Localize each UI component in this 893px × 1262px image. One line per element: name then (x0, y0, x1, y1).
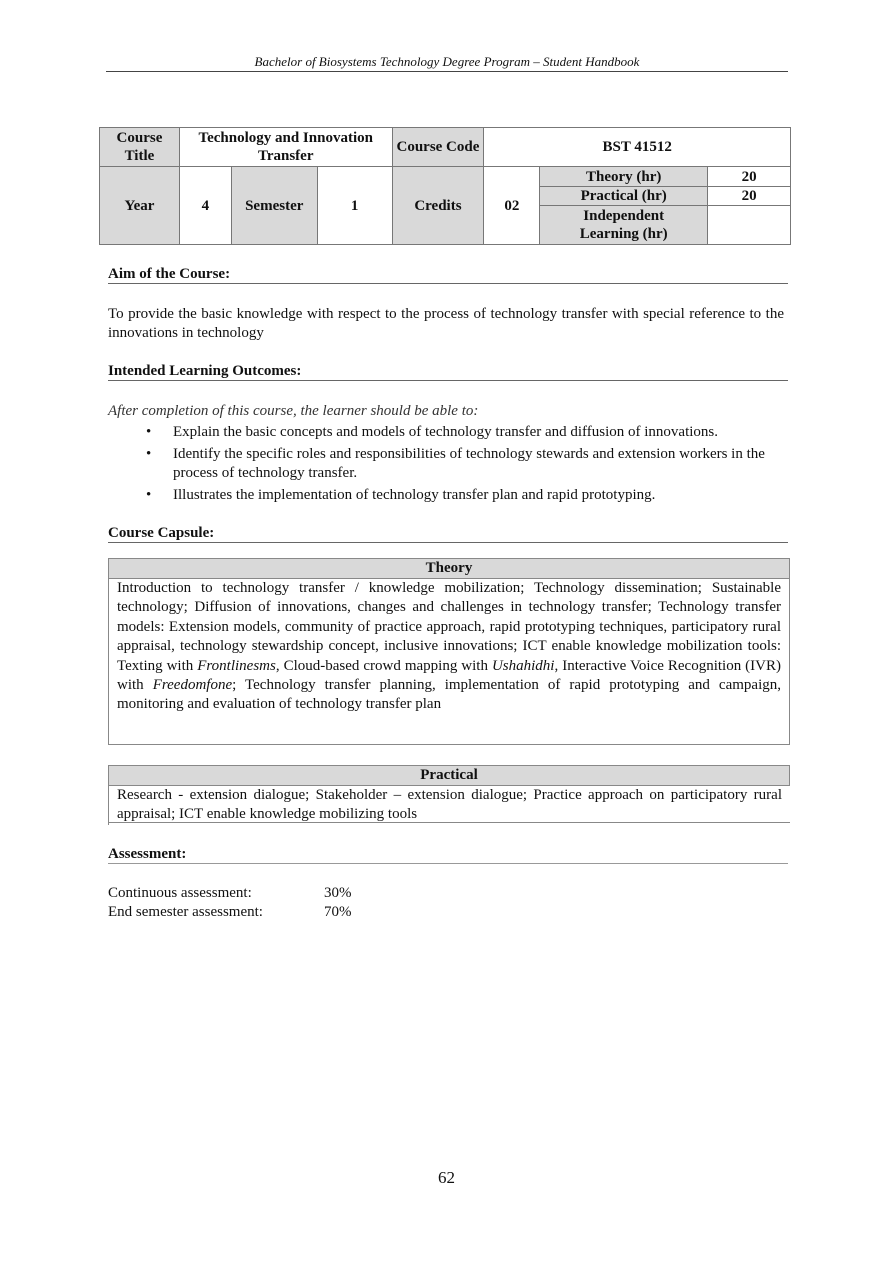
assessment-label: End semester assessment: (108, 904, 263, 920)
bullet-icon: • (146, 424, 152, 440)
theory-text-italic: Freedomfone (152, 677, 233, 694)
assessment-row (108, 884, 352, 903)
course-info-table (99, 127, 791, 245)
bullet-icon: • (146, 487, 152, 503)
bullet-icon: • (146, 446, 152, 462)
course-title-value: Technology and Innovation Transfer (179, 128, 392, 167)
assessment-value: 70% (324, 904, 352, 920)
outcome-item (146, 423, 788, 442)
outcomes-heading: Intended Learning Outcomes: (108, 362, 788, 381)
credits-value: 02 (484, 167, 540, 245)
theory-text-segment: Introduction to technology transfer / knowledge mobilization; Technology dissemination; Sustainable technology; Diffusion of innovations, changes and challenges in technology transfer; Technology transfer models: Extension models, community of practice approach, rapid prototyping techniques, participatory rural appraisal, technology stewardship concept, inclusive innovations; ICT enable knowledge mobilization tools: Texting with (117, 580, 781, 674)
aim-heading: Aim of the Course: (108, 265, 788, 284)
outcome-text: Illustrates the implementation of technology transfer plan and rapid prototyping. (173, 487, 656, 503)
semester-label: Semester (231, 167, 317, 245)
semester-value: 1 (317, 167, 392, 245)
theory-hours-value: 20 (708, 167, 791, 187)
year-value: 4 (179, 167, 231, 245)
practical-box (108, 765, 790, 823)
course-code-label: Course Code (392, 128, 484, 167)
theory-text-segment: ; Technology transfer planning, implementation of rapid prototyping and campaign, monitoring and evaluation of technology transfer plan (117, 677, 781, 713)
practical-hours-value: 20 (708, 187, 791, 206)
course-code-value: BST 41512 (484, 128, 791, 167)
credits-label: Credits (392, 167, 484, 245)
assessment-row (108, 903, 352, 922)
assessment-value: 30% (324, 885, 352, 901)
independent-hours-value (708, 206, 791, 245)
theory-text-segment: , Cloud-based crowd mapping with (275, 657, 492, 674)
aim-text: To provide the basic knowledge with respect to the process of technology transfer with special reference to the innovations in technology (108, 306, 784, 341)
theory-box (108, 558, 790, 745)
outcomes-intro: After completion of this course, the learner should be able to: (108, 403, 479, 419)
independent-hours-label: Independent Learning (hr) (540, 206, 708, 245)
theory-text (109, 579, 789, 715)
outcome-text: Explain the basic concepts and models of technology transfer and diffusion of innovations. (173, 424, 719, 440)
theory-text-italic: Ushahidhi (491, 657, 555, 674)
theory-text-segment: , Interactive Voice Recognition (IVR) with (117, 657, 781, 694)
outcome-item (146, 445, 788, 483)
theory-title: Theory (109, 559, 789, 579)
course-title-label: Course Title (100, 128, 180, 167)
outcome-item (146, 486, 788, 505)
page-number: 62 (438, 1168, 455, 1187)
assessment-table (108, 884, 352, 922)
assessment-label: Continuous assessment: (108, 885, 252, 901)
practical-text: Research - extension dialogue; Stakeholder – extension dialogue; Practice approach on participatory rural appraisal; ICT enable knowledge mobilizing tools (108, 786, 790, 825)
theory-text-italic: Frontlinesms (197, 657, 276, 674)
outcome-text: Identify the specific roles and responsibilities of technology stewards and extension workers in the process of technology transfer. (173, 446, 765, 481)
year-label: Year (100, 167, 180, 245)
theory-hours-label: Theory (hr) (540, 167, 708, 187)
practical-hours-label: Practical (hr) (540, 187, 708, 206)
assessment-heading: Assessment: (108, 845, 788, 864)
practical-title: Practical (108, 766, 790, 786)
capsule-heading: Course Capsule: (108, 524, 788, 543)
running-header: Bachelor of Biosystems Technology Degree Program – Student Handbook (106, 54, 788, 72)
outcomes-list (108, 423, 788, 508)
